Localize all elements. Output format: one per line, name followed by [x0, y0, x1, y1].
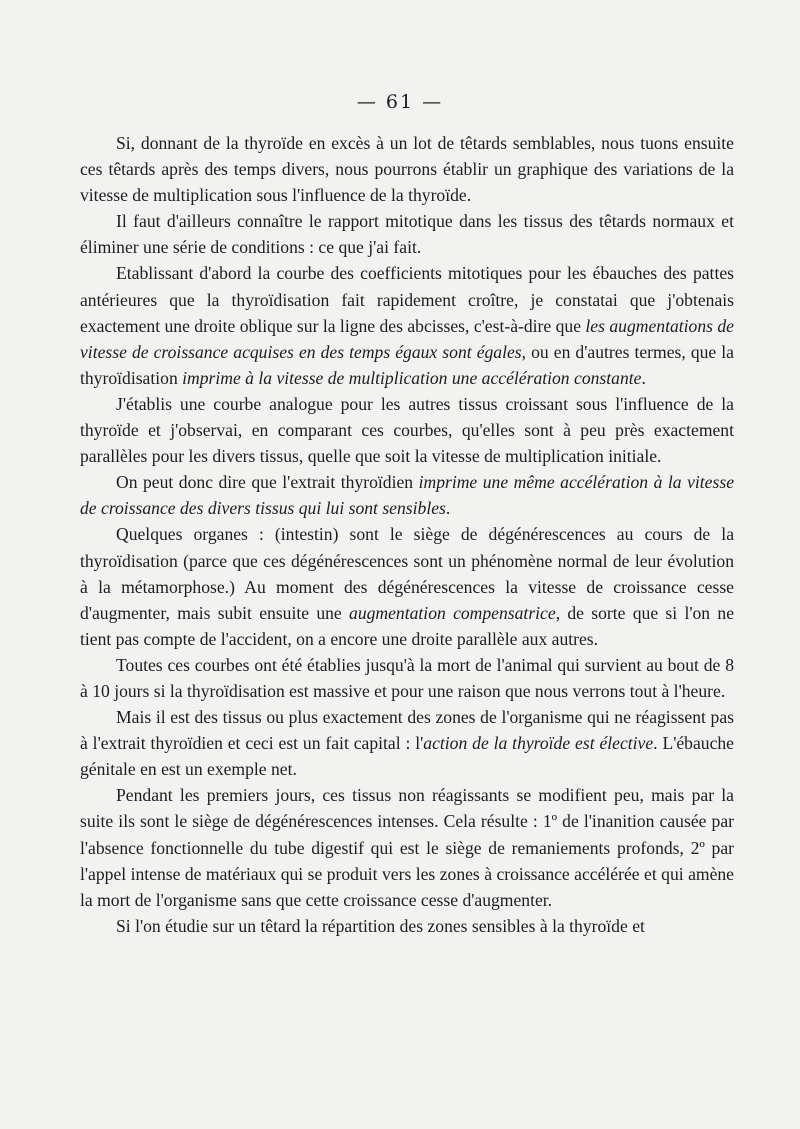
paragraph: [80, 652, 734, 704]
paragraph: [80, 260, 734, 390]
paragraph: [80, 130, 734, 208]
text-run: J'établis une courbe analogue pour les autres tissus croissant sous l'influence de la thyroïde et j'observai, en comparant ces courbes, qu'elles sont à peu près exactement parallèles pour les divers tissus, quelle que soit la vitesse de multiplication initiale.: [80, 393, 734, 467]
text-run: , de sorte que si l'on ne tient pas compte de l'accident, on a encore une droite parallèle aux autres.: [80, 602, 734, 649]
body-text: [80, 130, 734, 939]
italic-text: action de la thyroïde est élective: [423, 733, 654, 754]
italic-text: imprime une même accélération à la vitesse de croissance des divers tissus qui lui sont sensibles: [80, 472, 734, 519]
paragraph: [80, 208, 734, 260]
page-number: — 61 —: [356, 91, 444, 113]
text-run: Pendant les premiers jours, ces tissus non réagissants se modifient peu, mais par la suite ils sont le siège de dégénérescences intenses. Cela résulte : 1º de l'inanition causée par l'absence fonctionnelle du tube digestif qui est le siège de remaniements profonds, 2º par l'appel intense de matériaux qui se produit vers les zones à croissance accélérée et qui amène la mort de l'organisme sans que cette croissance cesse d'augmenter.: [80, 785, 734, 910]
paragraph: [80, 782, 734, 912]
text-run: .: [445, 498, 451, 519]
text-run: Si l'on étudie sur un têtard la répartition des zones sensibles à la thyroïde et: [116, 915, 645, 936]
text-run: On peut donc dire que l'extrait thyroïdien: [116, 472, 419, 493]
text-run: . L'ébauche génitale en est un exemple net.: [80, 733, 734, 780]
text-run: Quelques organes : (intestin) sont le siège de dégénérescences au cours de la thyroïdisation (parce que ces dégénérescences sont un phénomène normal de leur évolution à la métamorphose.) Au moment des dégénérescences la vitesse de croissance cesse d'augmenter, mais subit ensuite une: [80, 524, 734, 623]
paragraph: [80, 391, 734, 469]
text-run: Mais il est des tissus ou plus exactement des zones de l'organisme qui ne réagissent pas à l'extrait thyroïdien et ceci est un fait capital : l': [80, 707, 734, 754]
text-run: Il faut d'ailleurs connaître le rapport mitotique dans les tissus des têtards normaux et éliminer une série de conditions : ce que j'ai fait.: [80, 211, 734, 258]
paragraph: [80, 469, 734, 521]
text-run: .: [641, 367, 646, 388]
text-run: Si, donnant de la thyroïde en excès à un lot de têtards semblables, nous tuons ensuite ces têtards après des temps divers, nous pourrons établir un graphique des variations de la vitesse de multiplication sous l'influence de la thyroïde.: [80, 133, 734, 206]
italic-text: imprime à la vitesse de multiplication une accélération constante: [182, 367, 642, 388]
paragraph: [80, 704, 734, 782]
italic-text: les augmentations de vitesse de croissance acquises en des temps égaux sont égales,: [80, 315, 734, 362]
paragraph: [80, 913, 734, 939]
italic-text: augmentation compensatrice: [349, 602, 556, 623]
paragraph: [80, 521, 734, 651]
text-run: Toutes ces courbes ont été établies jusqu'à la mort de l'animal qui survient au bout de 8 à 10 jours si la thyroïdisation est massive et pour une raison que nous verrons tout à l'heure.: [80, 654, 734, 701]
text-run: Etablissant d'abord la courbe des coefficients mitotiques pour les ébauches des pattes antérieures que la thyroïdisation fait rapidement croître, je constatai que j'obtenais exactement une droite oblique sur la ligne des abcisses, c'est-à-dire que: [80, 263, 734, 336]
text-run: ou en d'autres termes, que la thyroïdisation: [80, 341, 734, 388]
